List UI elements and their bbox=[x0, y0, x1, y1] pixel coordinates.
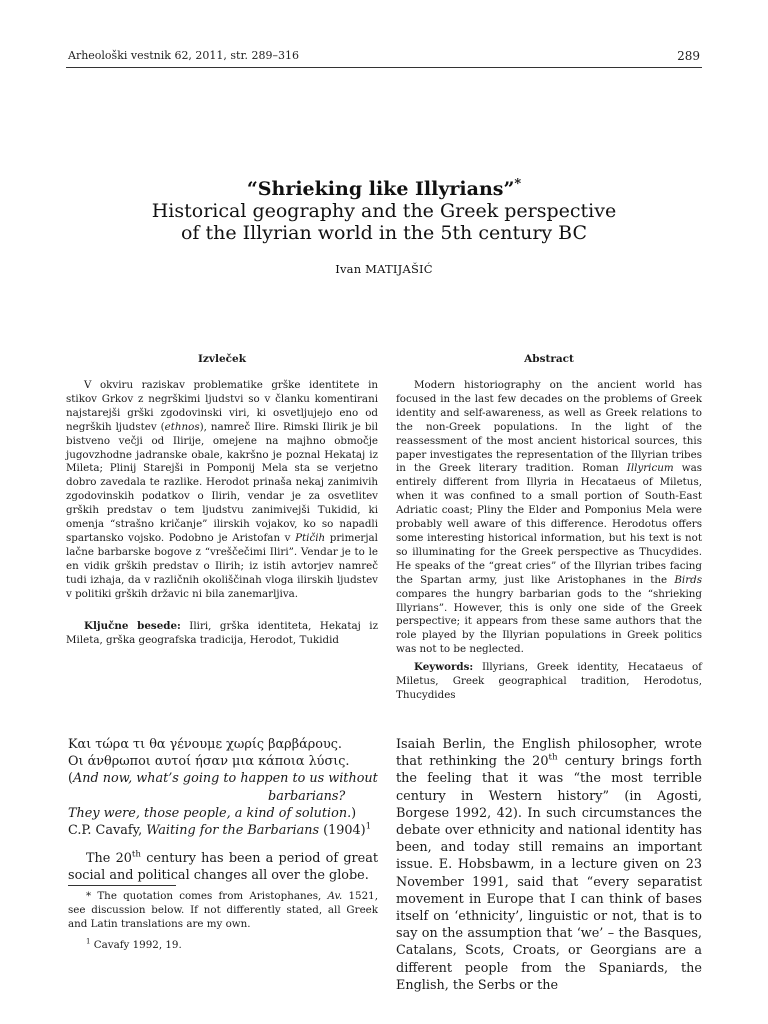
abstract-illyricum: Illyricum bbox=[626, 462, 674, 475]
epigraph-author: C.P. Cavafy, bbox=[68, 823, 147, 839]
epigraph-attribution bbox=[68, 822, 378, 839]
abstract-birds: Birds bbox=[674, 573, 702, 586]
izvlecek-ethnos: ethnos bbox=[164, 420, 200, 433]
title-note-marker: * bbox=[514, 176, 522, 192]
izvlecek-keywords bbox=[66, 620, 378, 648]
epigraph-year: (1904) bbox=[319, 823, 366, 839]
abstract-part-3: compares the hungry barbarian gods to the “shrieking Illyrians”. However, this is only one side of the Greek perspective; it appears from these same authors that the role played by the Illyrian populations in Greek politics was not to be neglected. bbox=[396, 587, 702, 656]
body-right-superscript: th bbox=[548, 752, 558, 763]
footnote-star-part-2: 1521, see discussion below. If not differently stated, all Greek and Latin translations are my own. bbox=[68, 890, 378, 930]
izvlecek-keywords-text: Iliri, grška identiteta, Hekataj iz Mileta, grška geografska tradicija, Herodot, Tukidid bbox=[66, 620, 378, 646]
article-title bbox=[0, 178, 768, 200]
epigraph-translation-line-2 bbox=[68, 788, 378, 805]
body-paragraph-left bbox=[68, 850, 378, 884]
footnote-1-number: 1 bbox=[86, 937, 91, 946]
title-text: “Shrieking like Illyrians” bbox=[246, 178, 515, 200]
footnote-star-av: Av. bbox=[327, 890, 343, 902]
izvlecek-heading: Izvleček bbox=[198, 353, 246, 365]
abstract-keywords-label: Keywords: bbox=[414, 661, 474, 673]
abstract-heading: Abstract bbox=[524, 353, 574, 365]
page-number: 289 bbox=[677, 49, 700, 63]
abstract-keywords-text: Illyrians, Greek identity, Hecataeus of Miletus, Greek geographical tradition, Herodotus, Thucydides bbox=[396, 661, 702, 701]
body-left-part-2: century has been a period of great social and political changes all over the globe. bbox=[68, 851, 379, 884]
epigraph-translation-line-1: (And now, what’s going to happen to us without bbox=[68, 771, 378, 787]
abstract-text bbox=[396, 379, 702, 657]
epigraph-translation-text-2: barbarians? bbox=[268, 788, 346, 804]
epigraph-footnote-ref: 1 bbox=[365, 821, 372, 832]
izvlecek-keywords-label: Ključne besede: bbox=[84, 620, 181, 632]
author-name: Ivan MATIJAŠIĆ bbox=[335, 262, 433, 276]
izvlecek-part-1: V okviru raziskav problematike grške identitete in stikov Grkov z negrškimi ljudstvi so v članku komentirani najstarejši grški zgodovinski viri, ki osvetljujejo eno od negrških ljudstev ( bbox=[66, 379, 378, 433]
body-right-part-1: Isaiah Berlin, the English philosopher, wrote that rethinking the 20 bbox=[396, 737, 702, 770]
body-left-part-1: The 20 bbox=[86, 851, 132, 866]
izvlecek-pticih: Ptičih bbox=[295, 531, 326, 544]
article-subtitle-line-2: of the Illyrian world in the 5th century BC bbox=[180, 222, 588, 244]
epigraph bbox=[68, 736, 378, 839]
article-subtitle-line-1: Historical geography and the Greek perspective bbox=[151, 200, 617, 222]
epigraph-greek-line-2: Οι άνθρωποι αυτοί ήσαν μια κάποια λύσις. bbox=[68, 754, 350, 770]
izvlecek-text bbox=[66, 379, 378, 602]
izvlecek-part-3: primerjal lačne barbarske bogove z “vreščečimi Iliri”. Vendar je to le en vidik grških predstav o Ilirih; iz istih avtorjev namreč tudi izhaja, da v različnih okoliščinah vloga ilirskih ljudstev v politiki grških državic ni bila zanemarljiva. bbox=[66, 531, 378, 600]
footnote-rule bbox=[68, 885, 176, 886]
footnote-1-text: Cavafy 1992, 19. bbox=[93, 938, 182, 951]
body-left-superscript: th bbox=[131, 849, 141, 860]
footnote-star-part-1: * The quotation comes from Aristophanes, bbox=[86, 890, 328, 902]
epigraph-translation-line-3: They were, those people, a kind of solution.) bbox=[68, 805, 357, 821]
abstract-part-1: Modern historiography on the ancient world has focused in the last few decades on the problems of Greek identity and self-awareness, as well as Greek relations to the non-Greek populations. In the light of the reassessment of the most ancient historical sources, this paper investigates the representation of the Illyrian tribes in the Greek literary tradition. Roman bbox=[396, 379, 702, 475]
footnotes bbox=[68, 890, 378, 953]
epigraph-work-title: Waiting for the Barbarians bbox=[146, 823, 320, 839]
abstract-keywords bbox=[396, 661, 702, 703]
abstract-part-2: was entirely different from Illyria in Hecataeus of Miletus, when it was confined to a small portion of South-East Adriatic coast; Pliny the Elder and Pomponius Mela were probably well aware of this difference. Herodotus offers some interesting historical information, but his text is not so illuminating for the Greek perspective as Thucydides. He speaks of the “great cries” of the Illyrian tribes facing the Spartan army, just like Aristophanes in the bbox=[396, 462, 702, 586]
header-rule bbox=[66, 67, 702, 68]
running-head: Arheološki vestnik 62, 2011, str. 289–316 bbox=[68, 49, 300, 62]
epigraph-greek-line-1: Και τώρα τι θα γένουμε χωρίς βαρβάρους. bbox=[68, 737, 342, 752]
body-right-part-2: century brings forth the feeling that it was “the most terrible century in Western history” (in Agosti, Borgese 1992, 42). In such circumstances the debate over ethnicity and national identity has been, and today still remains an important issue. E. Hobsbawm, in a lecture given on 23 November 1991, said that “every separatist movement in Europe that I can think of bases itself on ‘ethnicity’, linguistic or not, that is to say on the assumption that ‘we’ – the Basques, Catalans, Scots, Croats, or Georgians are a different people from the Spaniards, the English, the Serbs or the bbox=[396, 754, 702, 993]
epigraph-translation-text-3: They were, those people, a kind of solution. bbox=[68, 805, 352, 821]
body-paragraph-right bbox=[396, 736, 702, 994]
izvlecek-part-2: ), namreč Ilire. Rimski Ilirik je bil bistveno večji od Ilirije, omejene na majhno območje jugovzhodne jadranske obale, kakršno je poznal Hekataj iz Mileta; Plinij Starejši in Pomponij Mela sta se verjetno dobro zavedala te razlike. Herodot prinaša nekaj zanimivih zgodovinskih podatkov o Ilirih, vendar je za osvetlitev grških predstav o tem ljudstvu zanimivejši Tukidid, ki omenja “strašno kričanje” ilirskih vojakov, ko so napadli spartansko vojsko. Podobno je Aristofan v bbox=[66, 420, 378, 544]
footnote-1 bbox=[68, 939, 378, 953]
footnote-star bbox=[68, 890, 378, 932]
epigraph-translation-text-1: And now, what’s going to happen to us without bbox=[73, 771, 378, 787]
